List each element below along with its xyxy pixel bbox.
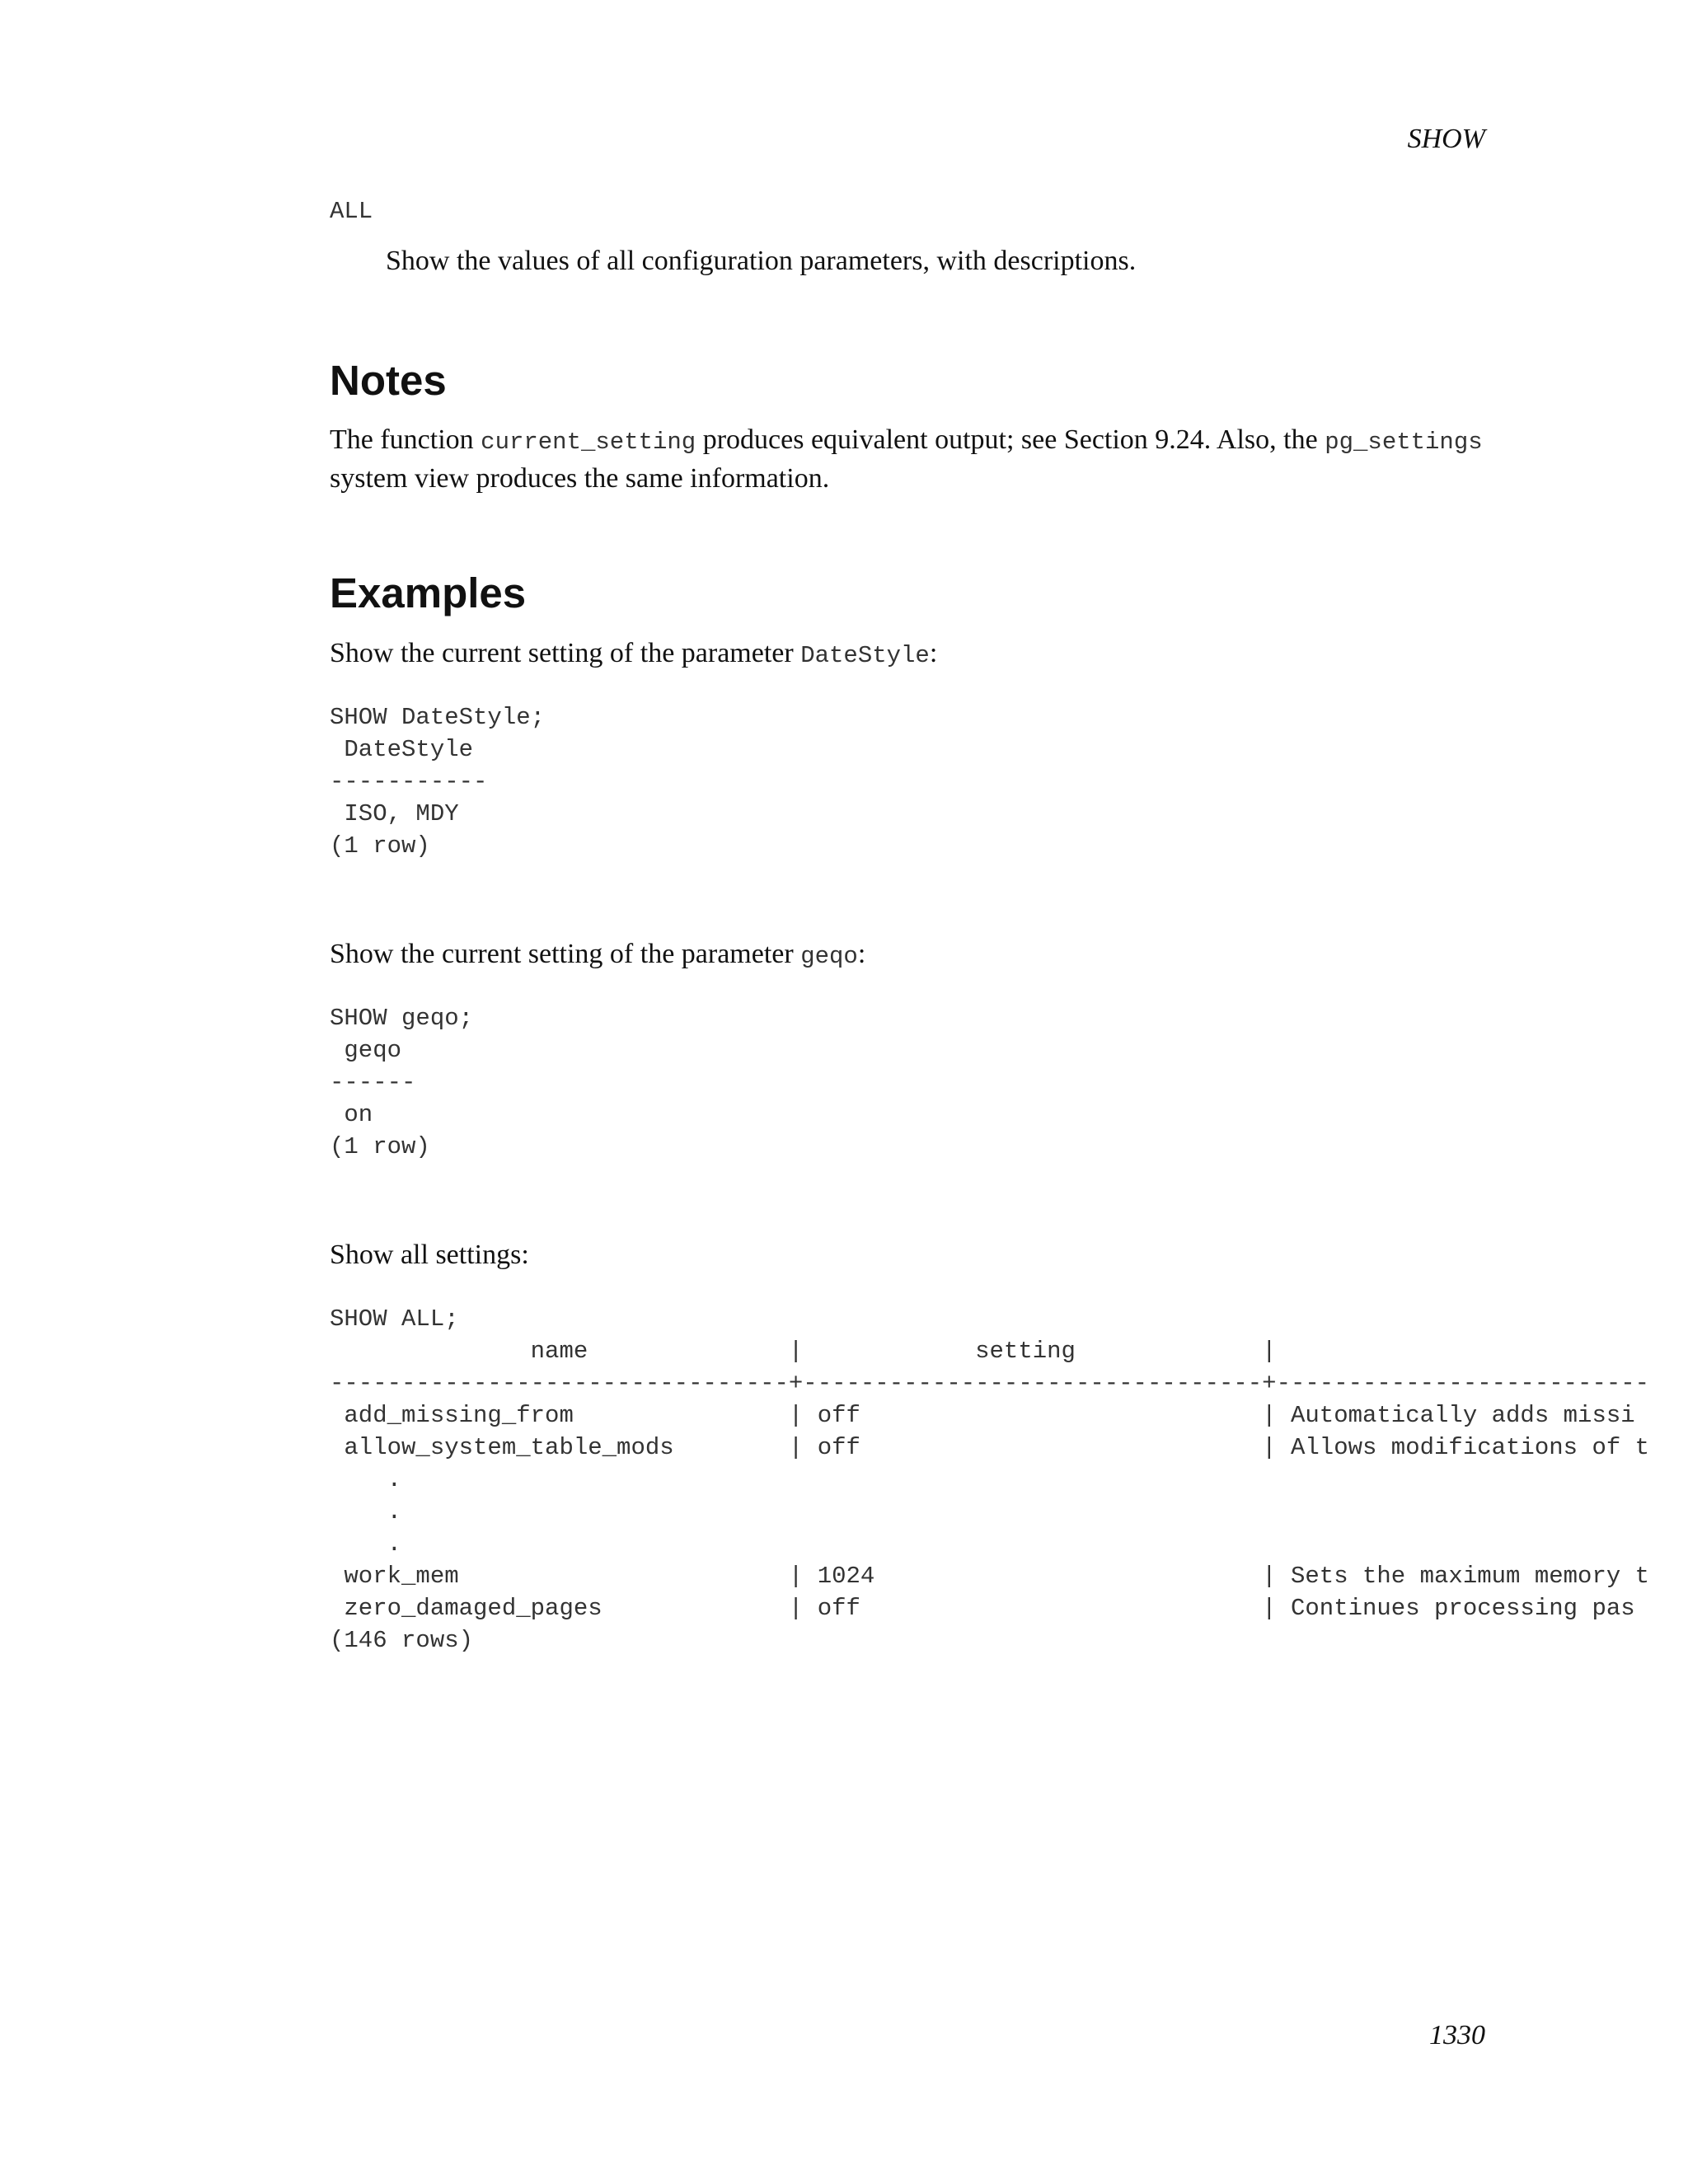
example3-intro: Show all settings: — [330, 1240, 529, 1270]
example1-intro-end: : — [929, 638, 938, 668]
example1-code-block: SHOW DateStyle; DateStyle ----------- ISO, MDY (1 row) — [330, 704, 546, 860]
example1-intro — [330, 635, 1485, 674]
example2-intro-end: : — [857, 939, 866, 969]
example2-intro — [330, 936, 1485, 975]
notes-heading: Notes — [330, 357, 447, 404]
parameter-term: ALL — [330, 198, 373, 225]
notes-paragraph — [330, 422, 1485, 497]
notes-text-3: system view produces the same information. — [330, 463, 830, 494]
example2-code-block: SHOW geqo; geqo ------ on (1 row) — [330, 1005, 474, 1160]
example3-code-block: SHOW ALL; name | setting | --------------------------------+--------------------------------+-------------------------- add_missing_from | off | Automatically adds missi allow_system_table_mods | off | Allows modifications of t . . . work_mem | 1024 | Sets the maximum memory t zero_damaged_pages | off | Continues processing pas (146 rows) — [330, 1305, 1650, 1654]
notes-text-2: produces equivalent output; see Section 9.24. Also, the — [696, 424, 1325, 455]
notes-code-pg-settings: pg_settings — [1325, 429, 1483, 456]
example1-intro-code: DateStyle — [800, 642, 930, 669]
examples-heading: Examples — [330, 569, 527, 616]
notes-code-current-setting: current_setting — [481, 429, 696, 456]
page-number: 1330 — [1429, 2020, 1485, 2050]
running-header: SHOW — [1407, 124, 1485, 154]
notes-text-1: The function — [330, 424, 481, 455]
example1-intro-text: Show the current setting of the parameter — [330, 638, 801, 668]
example2-intro-text: Show the current setting of the parameter — [330, 939, 801, 969]
example2-intro-code: geqo — [800, 943, 858, 970]
parameter-description: Show the values of all configuration parameters, with descriptions. — [386, 246, 1137, 276]
